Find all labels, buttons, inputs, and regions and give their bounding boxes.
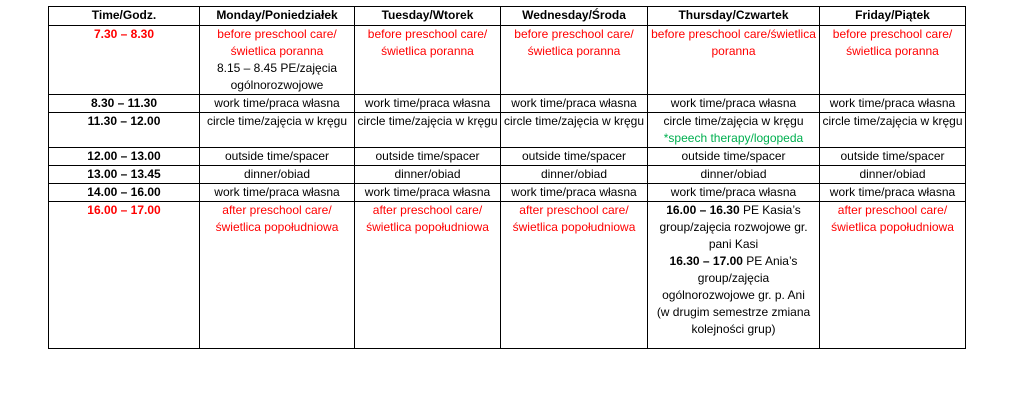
wednesday-cell: dinner/obiad	[501, 166, 648, 184]
header-tuesday: Tuesday/Wtorek	[355, 7, 501, 26]
time-cell: 12.00 – 13.00	[49, 148, 200, 166]
time-cell: 14.00 – 16.00	[49, 184, 200, 202]
time-cell: 7.30 – 8.30	[49, 26, 200, 95]
friday-cell: work time/praca własna	[820, 184, 966, 202]
schedule-table	[48, 6, 966, 349]
thursday-cell	[648, 113, 820, 148]
header-time: Time/Godz.	[49, 7, 200, 26]
cell-text: circle time/zajęcia w kręgu	[663, 114, 804, 128]
monday-cell	[200, 26, 355, 95]
tuesday-cell: dinner/obiad	[355, 166, 501, 184]
wednesday-cell: before preschool care/świetlica poranna	[501, 26, 648, 95]
tuesday-cell: before preschool care/świetlica poranna	[355, 26, 501, 95]
tuesday-cell: work time/praca własna	[355, 184, 501, 202]
semester-note: (w drugim semestrze zmiana kolejności grup)	[656, 305, 811, 336]
monday-cell: work time/praca własna	[200, 184, 355, 202]
pe-time-b: 16.30 – 17.00	[669, 254, 743, 268]
tuesday-cell: outside time/spacer	[355, 148, 501, 166]
thursday-cell: work time/praca własna	[648, 95, 820, 113]
thursday-cell: dinner/obiad	[648, 166, 820, 184]
monday-cell: dinner/obiad	[200, 166, 355, 184]
table-row	[49, 95, 966, 113]
table-row	[49, 113, 966, 148]
header-row	[49, 7, 966, 26]
pe-time-a: 16.00 – 16.30	[666, 203, 740, 217]
table-row	[49, 166, 966, 184]
friday-cell: dinner/obiad	[820, 166, 966, 184]
header-thursday: Thursday/Czwartek	[648, 7, 820, 26]
table-row	[49, 202, 966, 349]
time-cell: 11.30 – 12.00	[49, 113, 200, 148]
monday-cell: circle time/zajęcia w kręgu	[200, 113, 355, 148]
friday-cell: after preschool care/świetlica popołudniowa	[820, 202, 966, 349]
wednesday-cell: circle time/zajęcia w kręgu	[501, 113, 648, 148]
wednesday-cell: after preschool care/świetlica popołudniowa	[501, 202, 648, 349]
time-cell: 8.30 – 11.30	[49, 95, 200, 113]
cell-text: before preschool care/świetlica poranna	[217, 27, 337, 58]
friday-cell: before preschool care/świetlica poranna	[820, 26, 966, 95]
table-row	[49, 148, 966, 166]
friday-cell: circle time/zajęcia w kręgu	[820, 113, 966, 148]
pe-text-b: PE Ania’s group/zajęcia ogólnorozwojowe gr. p. Ani	[662, 254, 805, 302]
thursday-cell: work time/praca własna	[648, 184, 820, 202]
monday-cell: after preschool care/świetlica popołudniowa	[200, 202, 355, 349]
thursday-cell: outside time/spacer	[648, 148, 820, 166]
thursday-cell	[648, 202, 820, 349]
time-cell: 13.00 – 13.45	[49, 166, 200, 184]
header-wednesday: Wednesday/Środa	[501, 7, 648, 26]
table-row	[49, 184, 966, 202]
header-friday: Friday/Piątek	[820, 7, 966, 26]
wednesday-cell: outside time/spacer	[501, 148, 648, 166]
tuesday-cell: after preschool care/świetlica popołudniowa	[355, 202, 501, 349]
thursday-cell: before preschool care/świetlica poranna	[648, 26, 820, 95]
wednesday-cell: work time/praca własna	[501, 95, 648, 113]
monday-cell: work time/praca własna	[200, 95, 355, 113]
monday-cell: outside time/spacer	[200, 148, 355, 166]
cell-text: 8.15 – 8.45 PE/zajęcia ogólnorozwojowe	[216, 61, 338, 92]
friday-cell: work time/praca własna	[820, 95, 966, 113]
schedule-document	[48, 6, 966, 349]
friday-cell: outside time/spacer	[820, 148, 966, 166]
header-monday: Monday/Poniedziałek	[200, 7, 355, 26]
table-row	[49, 26, 966, 95]
time-cell: 16.00 – 17.00	[49, 202, 200, 349]
speech-therapy-note: *speech therapy/logopeda	[663, 131, 804, 145]
wednesday-cell: work time/praca własna	[501, 184, 648, 202]
tuesday-cell: work time/praca własna	[355, 95, 501, 113]
pe-text-a: PE Kasia’s group/zajęcia rozwojowe gr. pani Kasi	[659, 203, 808, 251]
tuesday-cell: circle time/zajęcia w kręgu	[355, 113, 501, 148]
